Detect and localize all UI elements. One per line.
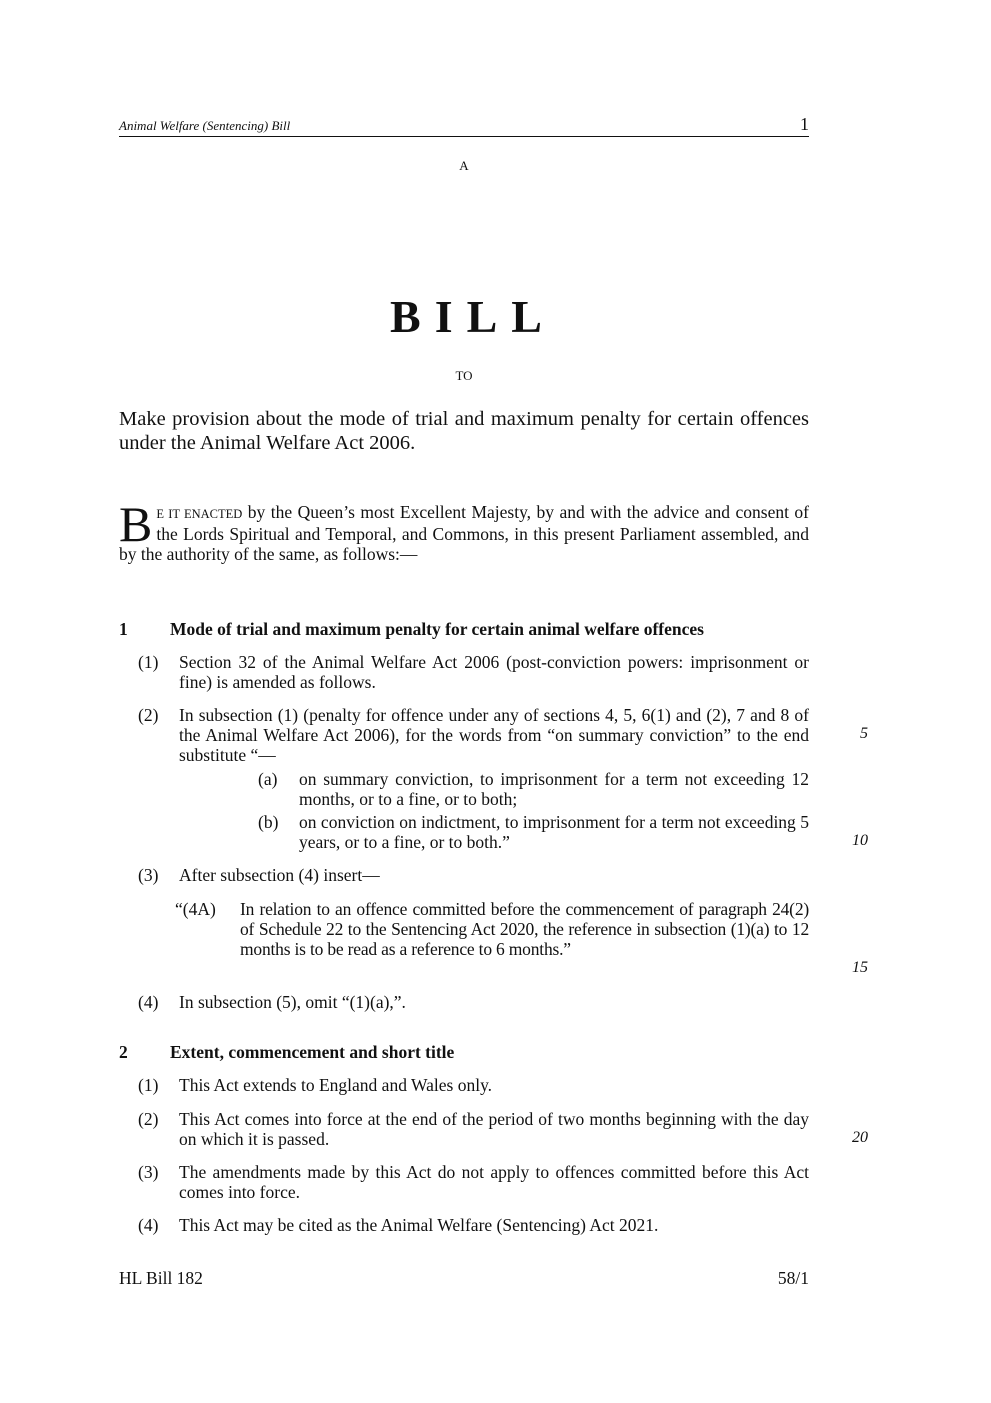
- subsection-text: In subsection (5), omit “(1)(a),”.: [179, 992, 406, 1012]
- paragraph-number: (a): [258, 769, 278, 789]
- subsection-text: This Act may be cited as the Animal Welfare (Sentencing) Act 2021.: [179, 1215, 659, 1235]
- subsection-text: This Act extends to England and Wales only.: [179, 1075, 493, 1095]
- inserted-number: “(4A): [175, 899, 216, 919]
- line-number: 10: [852, 832, 868, 849]
- clause-number: 2: [119, 1042, 128, 1062]
- running-title: Animal Welfare (Sentencing) Bill: [119, 118, 291, 133]
- subsection-text: This Act comes into force at the end of the period of two months beginning with the day on which it is passed.: [179, 1109, 809, 1149]
- line-number: 20: [852, 1129, 868, 1146]
- running-header: [119, 116, 809, 137]
- inserted-text: In relation to an offence committed before the commencement of paragraph 24(2) of Schedule 22 to the Sentencing Act 2020, the reference in subsection (1)(a) to 12 months is to be read as a reference to 6 months.”: [240, 899, 809, 959]
- subsection-number: (4): [138, 992, 159, 1012]
- page-number: 1: [800, 114, 809, 134]
- subsection-number: (4): [138, 1215, 159, 1235]
- bill-title: BILL: [390, 291, 556, 342]
- clause-heading: Mode of trial and maximum penalty for certain animal welfare offences: [170, 619, 704, 639]
- clause-heading: Extent, commencement and short title: [170, 1042, 455, 1062]
- small-caps: E IT ENACTED: [156, 507, 243, 521]
- clause-number: 1: [119, 619, 128, 639]
- subsection-number: (1): [138, 652, 159, 672]
- subsection-text: Section 32 of the Animal Welfare Act 2006 (post-conviction powers: imprisonment or fine) is amended as follows.: [179, 652, 809, 692]
- enacting-formula: [119, 496, 809, 564]
- article: A: [459, 158, 469, 173]
- subsection-text: In subsection (1) (penalty for offence under any of sections 4, 5, 6(1) and (2), 7 and 8 of the Animal Welfare Act 2006), for the words from “on summary conviction” to the end substitute “—: [179, 705, 809, 765]
- subsection-text: After subsection (4) insert—: [179, 865, 380, 885]
- subsection-number: (2): [138, 705, 159, 725]
- drop-cap: B: [119, 496, 153, 552]
- subsection-number: (2): [138, 1109, 159, 1129]
- long-title: Make provision about the mode of trial and maximum penalty for certain offences under the Animal Welfare Act 2006.: [119, 408, 809, 454]
- paragraph-text: on summary conviction, to imprisonment for a term not exceeding 12 months, or to a fine, or to both;: [299, 769, 809, 809]
- line-number: 5: [860, 725, 868, 742]
- paragraph-number: (b): [258, 812, 279, 832]
- bill-reference: HL Bill 182: [119, 1268, 203, 1288]
- to-label: TO: [455, 368, 473, 383]
- subsection-text: The amendments made by this Act do not apply to offences committed before this Act comes into force.: [179, 1162, 809, 1202]
- session-reference: 58/1: [777, 1268, 809, 1288]
- subsection-number: (3): [138, 1162, 159, 1182]
- line-number: 15: [852, 959, 868, 976]
- paragraph-text: on conviction on indictment, to imprisonment for a term not exceeding 5 years, or to a fine, or to both.”: [299, 812, 809, 852]
- enacting-text: by the Queen’s most Excellent Majesty, by and with the advice and consent of the Lords Spiritual and Temporal, and Commons, in this present Parliament assembled, and by the authority of the same, as follows:—: [119, 502, 809, 564]
- subsection-number: (3): [138, 865, 159, 885]
- subsection-number: (1): [138, 1075, 159, 1095]
